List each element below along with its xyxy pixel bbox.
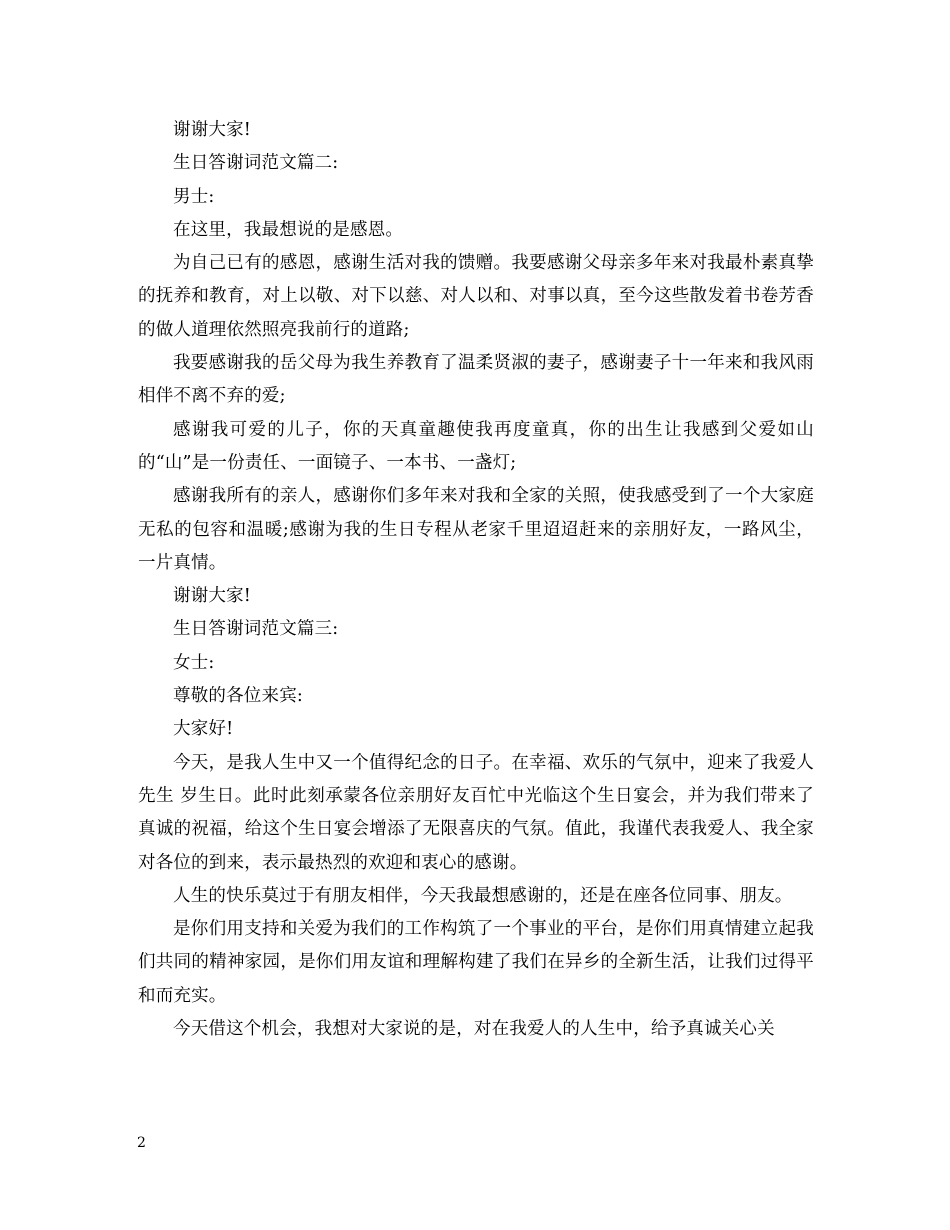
- paragraph: 今天，是我人生中又一个值得纪念的日子。在幸福、欢乐的气氛中，迎来了我爱人 先生 岁生日。此时此刻承蒙各位亲朋好友百忙中光临这个生日宴会，并为我们带来了真诚的祝福，给这个生日宴会增添了无限喜庆的气氛。值此，我谨代表我爱人、我全家对各位的到来，表示最热烈的欢迎和衷心的感谢。: [138, 752, 814, 873]
- salutation: 尊敬的各位来宾:: [173, 686, 303, 707]
- paragraph: 在这里，我最想说的是感恩。: [173, 219, 404, 240]
- speaker-label: 女士:: [173, 652, 215, 673]
- section-heading: 生日答谢词范文篇三:: [173, 619, 339, 640]
- paragraph: 谢谢大家!: [173, 120, 252, 140]
- paragraph: 我要感谢我的岳父母为我生养教育了温柔贤淑的妻子，感谢妻子十一年来和我风雨相伴不离不弃的爱;: [138, 353, 814, 407]
- paragraph: 是你们用支持和关爱为我们的工作构筑了一个事业的平台，是你们用真情建立起我们共同的精神家园，是你们用友谊和理解构建了我们在异乡的全新生活，让我们过得平和而充实。: [138, 919, 814, 1006]
- document-body: [138, 114, 814, 1046]
- section-heading: 生日答谢词范文篇二:: [173, 153, 339, 174]
- page-number: 2: [137, 1135, 146, 1151]
- paragraph: 谢谢大家!: [173, 586, 252, 607]
- greeting: 大家好!: [173, 719, 234, 740]
- paragraph: 人生的快乐莫过于有朋友相伴，今天我最想感谢的，还是在座各位同事、朋友。: [173, 885, 793, 906]
- speaker-label: 男士:: [173, 186, 215, 207]
- paragraph: 感谢我所有的亲人，感谢你们多年来对我和全家的关照，使我感受到了一个大家庭无私的包容和温暖;感谢为我的生日专程从老家千里迢迢赶来的亲朋好友，一路风尘，一片真情。: [138, 486, 814, 573]
- paragraph: 感谢我可爱的儿子，你的天真童趣使我再度童真，你的出生让我感到父爱如山的“山”是一份责任、一面镜子、一本书、一盏灯;: [138, 419, 814, 473]
- paragraph: 为自己已有的感恩，感谢生活对我的馈赠。我要感谢父母亲多年来对我最朴素真挚的抚养和教育，对上以敬、对下以慈、对人以和、对事以真，至今这些散发着书卷芳香的做人道理依然照亮我前行的道路;: [138, 253, 814, 340]
- paragraph: 今天借这个机会，我想对大家说的是，对在我爱人的人生中，给予真诚关心关: [173, 1019, 775, 1040]
